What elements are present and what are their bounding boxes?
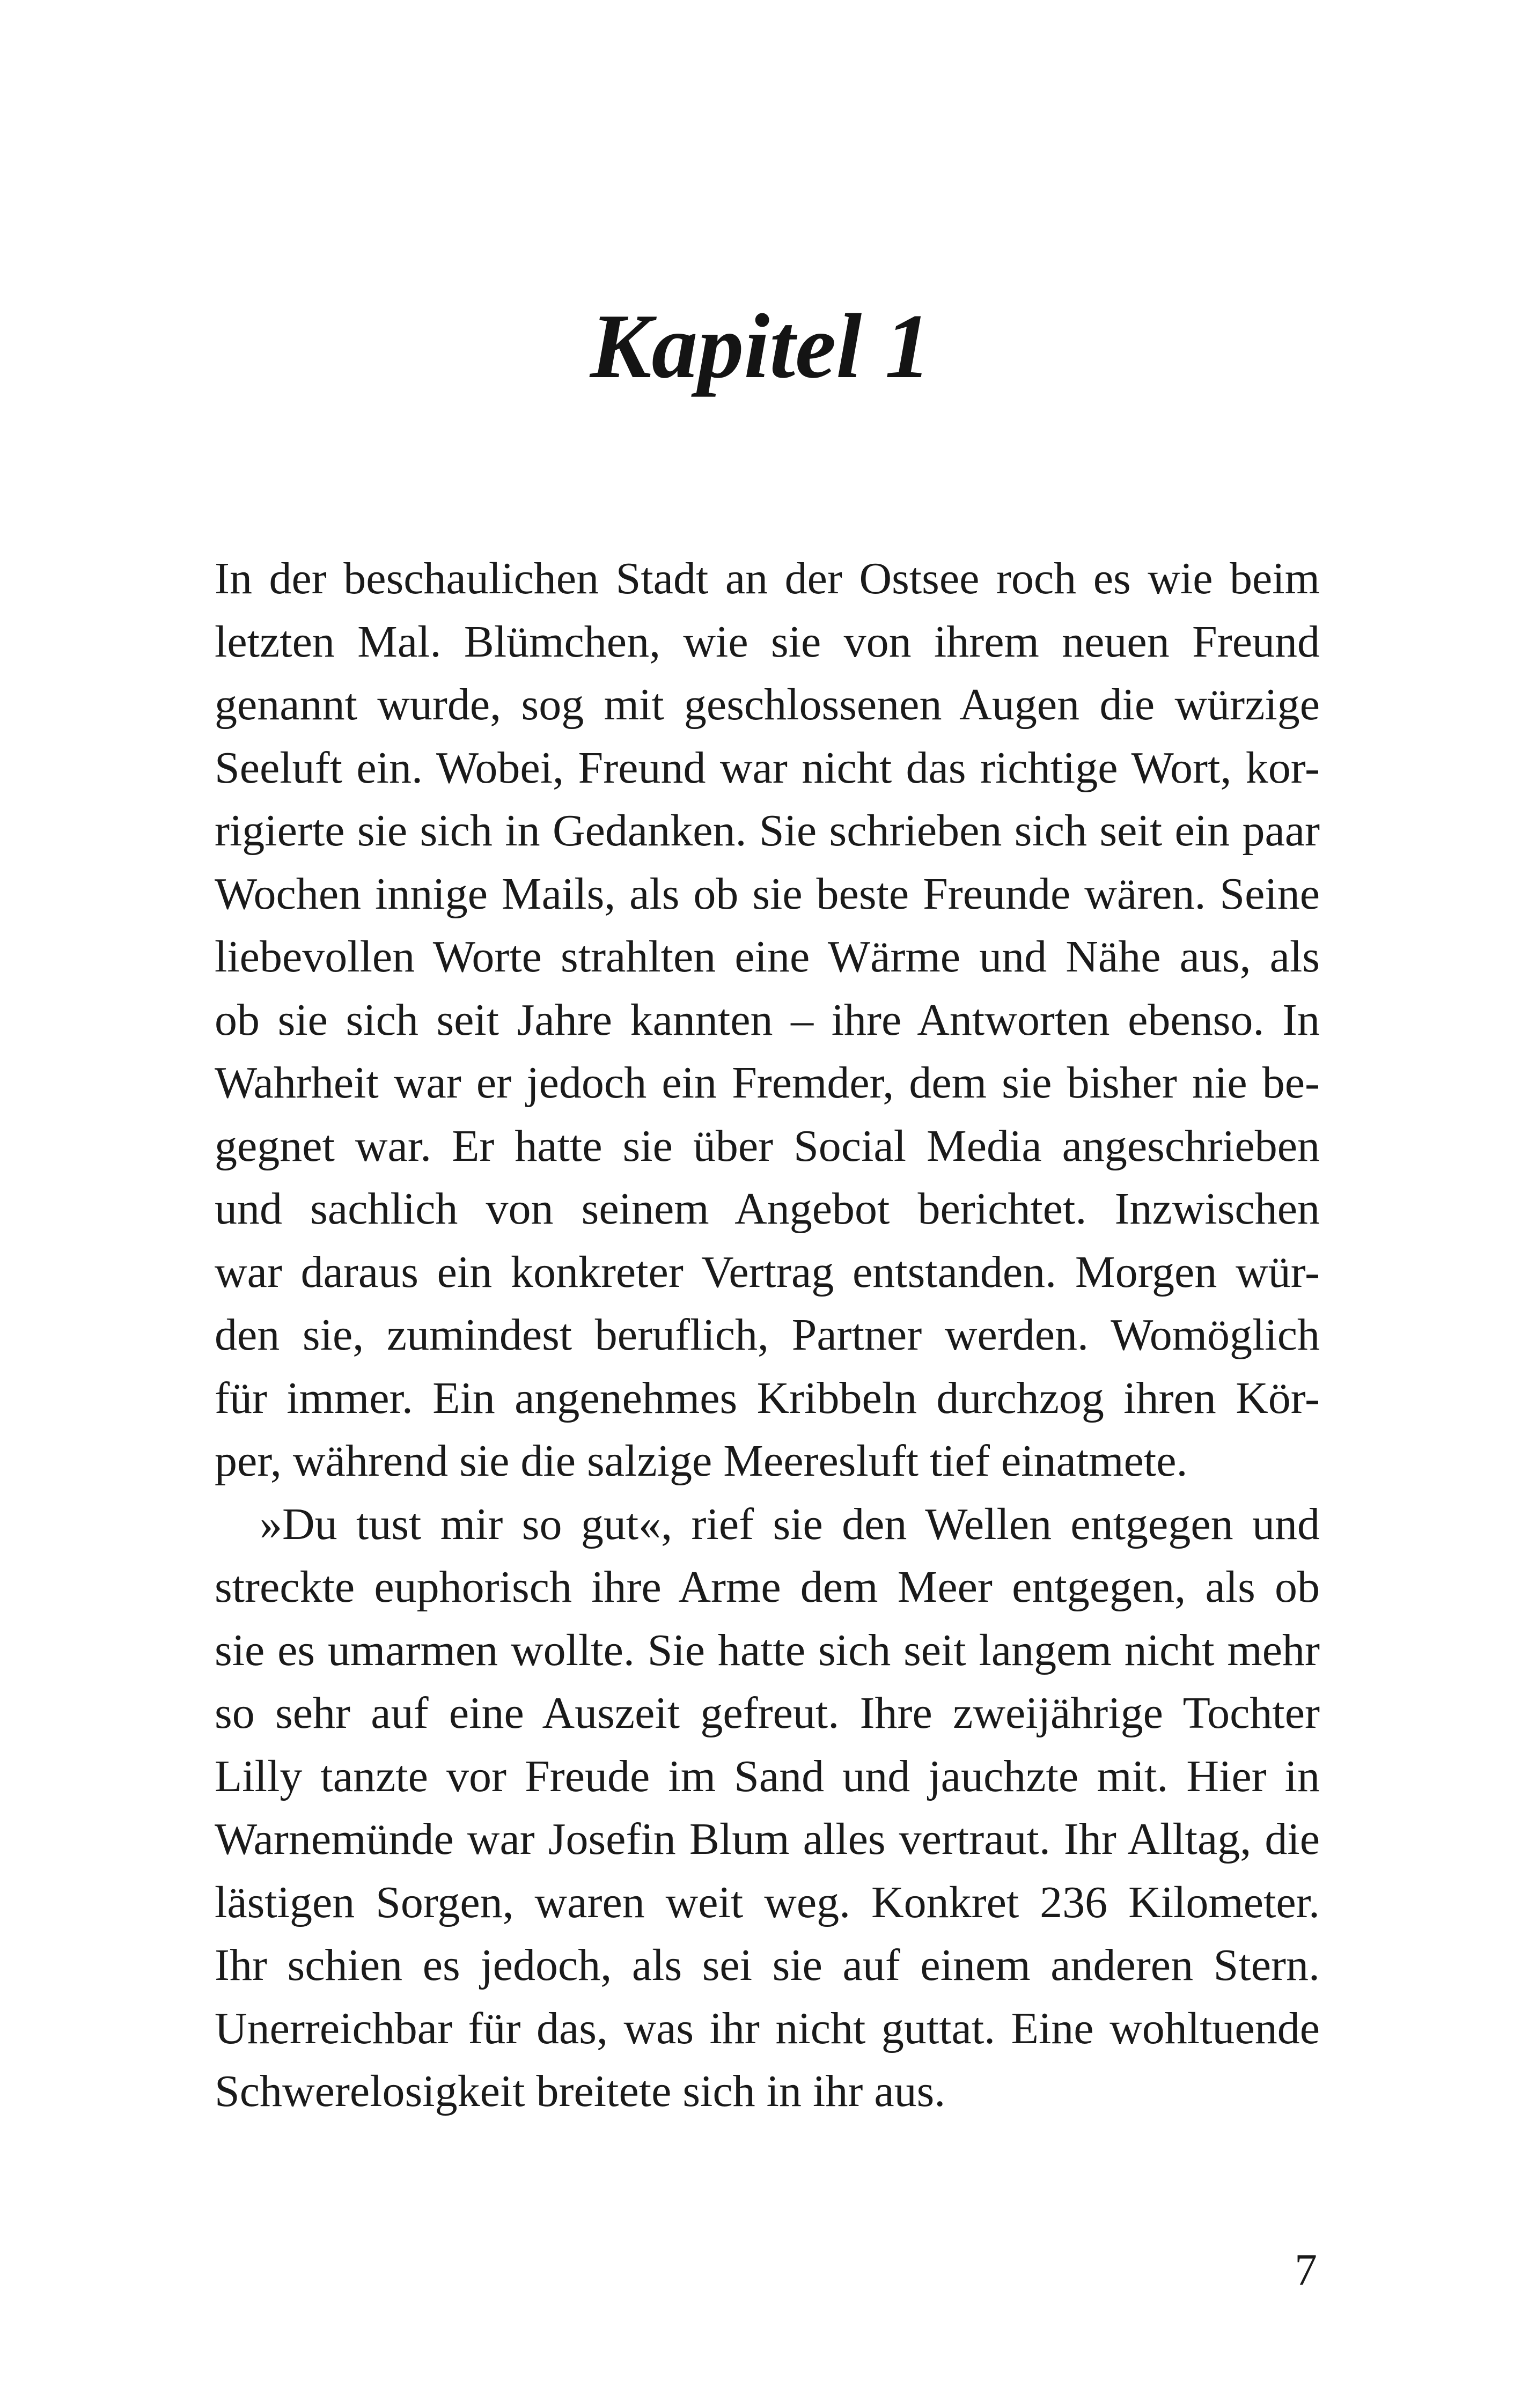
chapter-title: Kapitel 1: [590, 296, 931, 397]
text-line: lästigen Sorgen, waren weit weg. Konkret 236 Kilometer.: [215, 1877, 1320, 1927]
text-line: genannt wurde, sog mit geschlossenen Augen die würzige: [215, 680, 1320, 730]
text-line: gegnet war. Er hatte sie über Social Media angeschrieben: [215, 1121, 1320, 1171]
text-line: Schwerelosigkeit breitete sich in ihr aus.: [215, 2066, 946, 2116]
text-line: für immer. Ein angenehmes Kribbeln durchzog ihren Kör-: [215, 1373, 1320, 1423]
page-number: 7: [1295, 2245, 1317, 2295]
text-line: rigierte sie sich in Gedanken. Sie schrieben sich seit ein paar: [215, 806, 1320, 856]
text-line: Seeluft ein. Wobei, Freund war nicht das richtige Wort, kor-: [215, 742, 1320, 793]
text-line: In der beschaulichen Stadt an der Ostsee roch es wie beim: [215, 554, 1320, 603]
text-line: Wochen innige Mails, als ob sie beste Freunde wären. Seine: [215, 868, 1320, 919]
text-line: Unerreichbar für das, was ihr nicht guttat. Eine wohltuende: [215, 2003, 1320, 2053]
text-line: sie es umarmen wollte. Sie hatte sich seit langem nicht mehr: [215, 1625, 1320, 1675]
text-line: Wahrheit war er jedoch ein Fremder, dem sie bisher nie be-: [215, 1058, 1320, 1108]
text-line: streckte euphorisch ihre Arme dem Meer entgegen, als ob: [215, 1562, 1320, 1612]
text-line: war daraus ein konkreter Vertrag entstanden. Morgen wür-: [215, 1247, 1320, 1297]
text-line: ob sie sich seit Jahre kannten – ihre Antworten ebenso. In: [215, 995, 1320, 1045]
text-line: und sachlich von seinem Angebot berichtet. Inzwischen: [215, 1184, 1320, 1234]
text-line: per, während sie die salzige Meeresluft tief einatmete.: [215, 1436, 1188, 1486]
text-line: Warnemünde war Josefin Blum alles vertraut. Ihr Alltag, die: [215, 1814, 1320, 1864]
text-line: »Du tust mir so gut«, rief sie den Wellen entgegen und: [260, 1499, 1320, 1549]
text-line: so sehr auf eine Auszeit gefreut. Ihre zweijährige Tochter: [215, 1688, 1320, 1738]
text-line: Lilly tanzte vor Freude im Sand und jauchzte mit. Hier in: [215, 1751, 1320, 1801]
text-line: Ihr schien es jedoch, als sei sie auf einem anderen Stern.: [215, 1940, 1320, 1990]
paragraph-1: [215, 547, 1320, 1493]
text-line: den sie, zumindest beruflich, Partner werden. Womöglich: [215, 1310, 1320, 1360]
text-line: liebevollen Worte strahlten eine Wärme und Nähe aus, als: [215, 932, 1320, 982]
text-line: letzten Mal. Blümchen, wie sie von ihrem neuen Freund: [215, 616, 1320, 667]
body-text: [215, 547, 1320, 2123]
paragraph-2: [215, 1493, 1320, 2123]
